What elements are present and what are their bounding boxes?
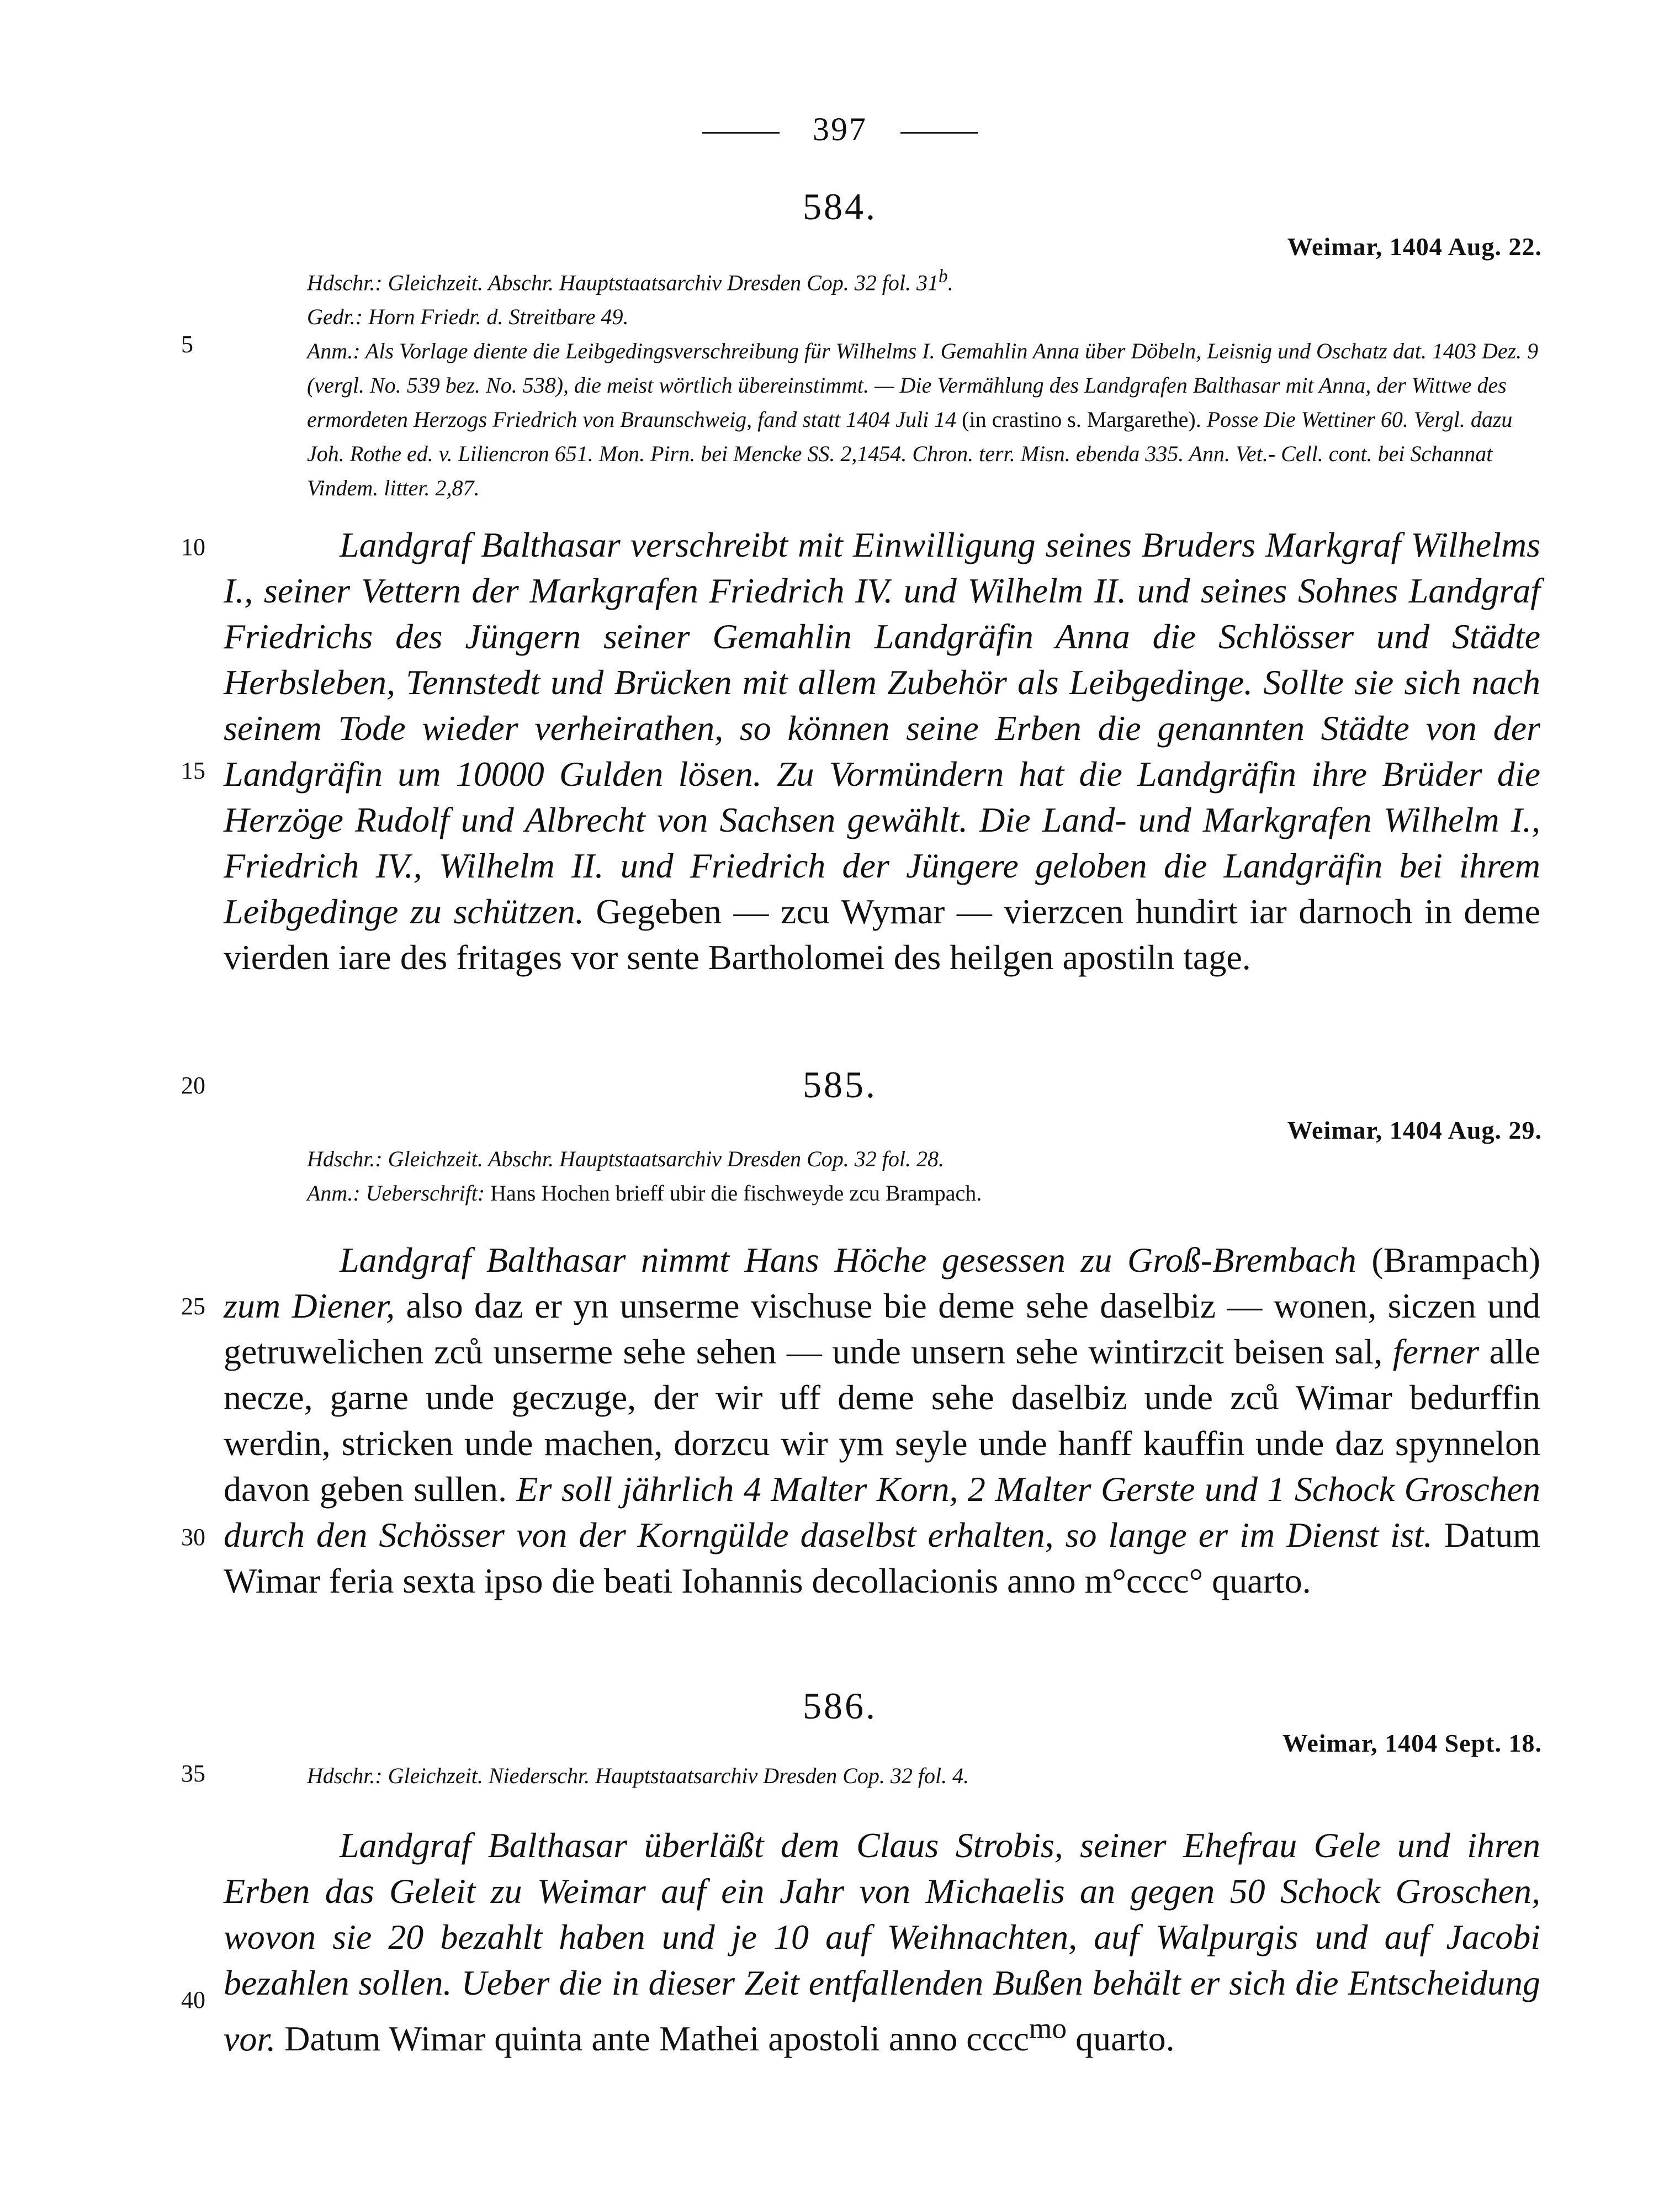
entry-number: 584. — [803, 186, 877, 228]
note-anm: Anm.: Als Vorlage diente die Leibgedingsverschreibung für Wilhelms I. Gemahlin Anna über Döbeln, Leisnig und Oschatz dat. 1403 Dez. 9 (vergl. No. 539 bez. No. 538), die meist wörtlich übereinstimmt. — Die Vermählung des Landgrafen Balthasar mit Anna, der Wittwe des ermordeten Herzogs Friedrich von Braunschweig, fand statt 1404 Juli 14 (in crastino s. Margarethe). Posse Die Wettiner 60. Vergl. dazu Joh. Rothe ed. v. Liliencron 651. Mon. Pirn. bei Mencke SS. 2,1454. Chron. terr. Misn. ebenda 335. Ann. Vet.- Cell. cont. bei Schannat Vindem. litter. 2,87. — [307, 339, 1539, 501]
entry-number: 585. — [803, 1064, 877, 1106]
line-number: 25 — [181, 1293, 205, 1320]
dating-clause: Datum Wimar quinta ante Mathei apostoli anno cccc$^{mo}$ quarto. — [284, 2012, 1175, 2059]
header-rule-left — [702, 132, 780, 134]
page-number: 397 — [813, 111, 867, 147]
note-hdschr: Hdschr.: Gleichzeit. Abschr. Hauptstaatsarchiv Dresden Cop. 32 fol. 28. — [307, 1146, 945, 1171]
entry-text: Landgraf Balthasar nimmt Hans Höche gesessen zu Groß-Brembach (Brampach) zum Diener, also daz er yn unserme vischuse bie deme sehe daselbiz — wonen, siczen und getruwelichen zců unserme sehe sehen — unde unsern sehe wintirzcit beisen sal, ferner alle necze, garne unde geczuge, der wir uff deme sehe daselbiz unde zců Wimar bedurffin werdin, stricken unde machen, dorzcu wir ym seyle unde hanff kauffin unde daz spynnelon davon geben sullen. Er soll jährlich 4 Malter Korn, 2 Malter Gerste und 1 Schock Groschen durch den Schösser von der Korngülde daselbst erhalten, so lange er im Dienst ist. Datum Wimar feria sexta ipso die beati Iohannis decollacionis anno m°cccc° quarto. — [224, 1240, 1541, 1600]
dating-clause: Gegeben — zcu Wymar — vierzcen hundirt iar darnoch in deme vierden iare des fritages vor sente Bartholomei des heilgen apostiln tage. — [224, 892, 1541, 977]
line-number: 30 — [181, 1524, 205, 1551]
entry-notes — [280, 1142, 1539, 1210]
entry-place-date: Weimar, 1404 Aug. 22. — [1287, 232, 1542, 261]
entry-number: 586. — [803, 1685, 877, 1727]
note-anm: Anm.: Ueberschrift: Hans Hochen brieff ubir die fischweyde zcu Brampach. — [307, 1181, 982, 1205]
line-number: 10 — [181, 533, 205, 561]
regest-text: Landgraf Balthasar überläßt dem Claus Strobis, seiner Ehefrau Gele und ihren Erben das Geleit zu Weimar auf ein Jahr von Michaelis an gegen 50 Schock Groschen, wovon sie 20 bezahlt haben und je 10 auf Weihnachten, auf Walpurgis und auf Jacobi bezahlen sollen. Ueber die in dieser Zeit entfallenden Bußen behält er sich die Entscheidung vor. — [224, 1826, 1540, 2059]
line-number: 15 — [181, 757, 205, 784]
header-rule-right — [900, 132, 978, 134]
entry-notes — [280, 260, 1539, 505]
note-hdschr: Hdschr.: Gleichzeit. Abschr. Hauptstaatsarchiv Dresden Cop. 32 fol. 31$^b$. — [307, 266, 953, 295]
line-number: 5 — [181, 331, 193, 358]
entry-place-date: Weimar, 1404 Aug. 29. — [1287, 1116, 1542, 1144]
note-hdschr: Hdschr.: Gleichzeit. Niederschr. Hauptstaatsarchiv Dresden Cop. 32 fol. 4. — [307, 1763, 969, 1788]
entry-place-date: Weimar, 1404 Sept. 18. — [1282, 1729, 1542, 1757]
entry-notes — [280, 1759, 1539, 1793]
entry-text — [224, 522, 1540, 980]
note-gedr: Gedr.: Horn Friedr. d. Streitbare 49. — [307, 304, 629, 330]
page-number-header — [0, 110, 1680, 149]
line-number: 35 — [181, 1760, 205, 1787]
entry-text — [224, 1822, 1540, 2061]
line-number: 40 — [181, 1986, 205, 2013]
regest-text: Landgraf Balthasar verschreibt mit Einwilligung seines Bruders Markgraf Wilhelms I., seiner Vettern der Markgrafen Friedrich IV. und Wilhelm II. und seines Sohnes Landgraf Friedrichs des Jüngern seiner Gemahlin Landgräfin Anna die Schlösser und Städte Herbsleben, Tennstedt und Brücken mit allem Zubehör als Leibgedinge. Sollte sie sich nach seinem Tode wieder verheirathen, so können seine Erben die genannten Städte von der Landgräfin um 10000 Gulden lösen. Zu Vormündern hat die Landgräfin ihre Brüder die Herzöge Rudolf und Albrecht von Sachsen gewählt. Die Land- und Markgrafen Wilhelm I., Friedrich IV., Wilhelm II. und Friedrich der Jüngere geloben die Landgräfin bei ihrem Leibgedinge zu schützen. — [224, 525, 1540, 931]
line-number: 20 — [181, 1072, 205, 1099]
